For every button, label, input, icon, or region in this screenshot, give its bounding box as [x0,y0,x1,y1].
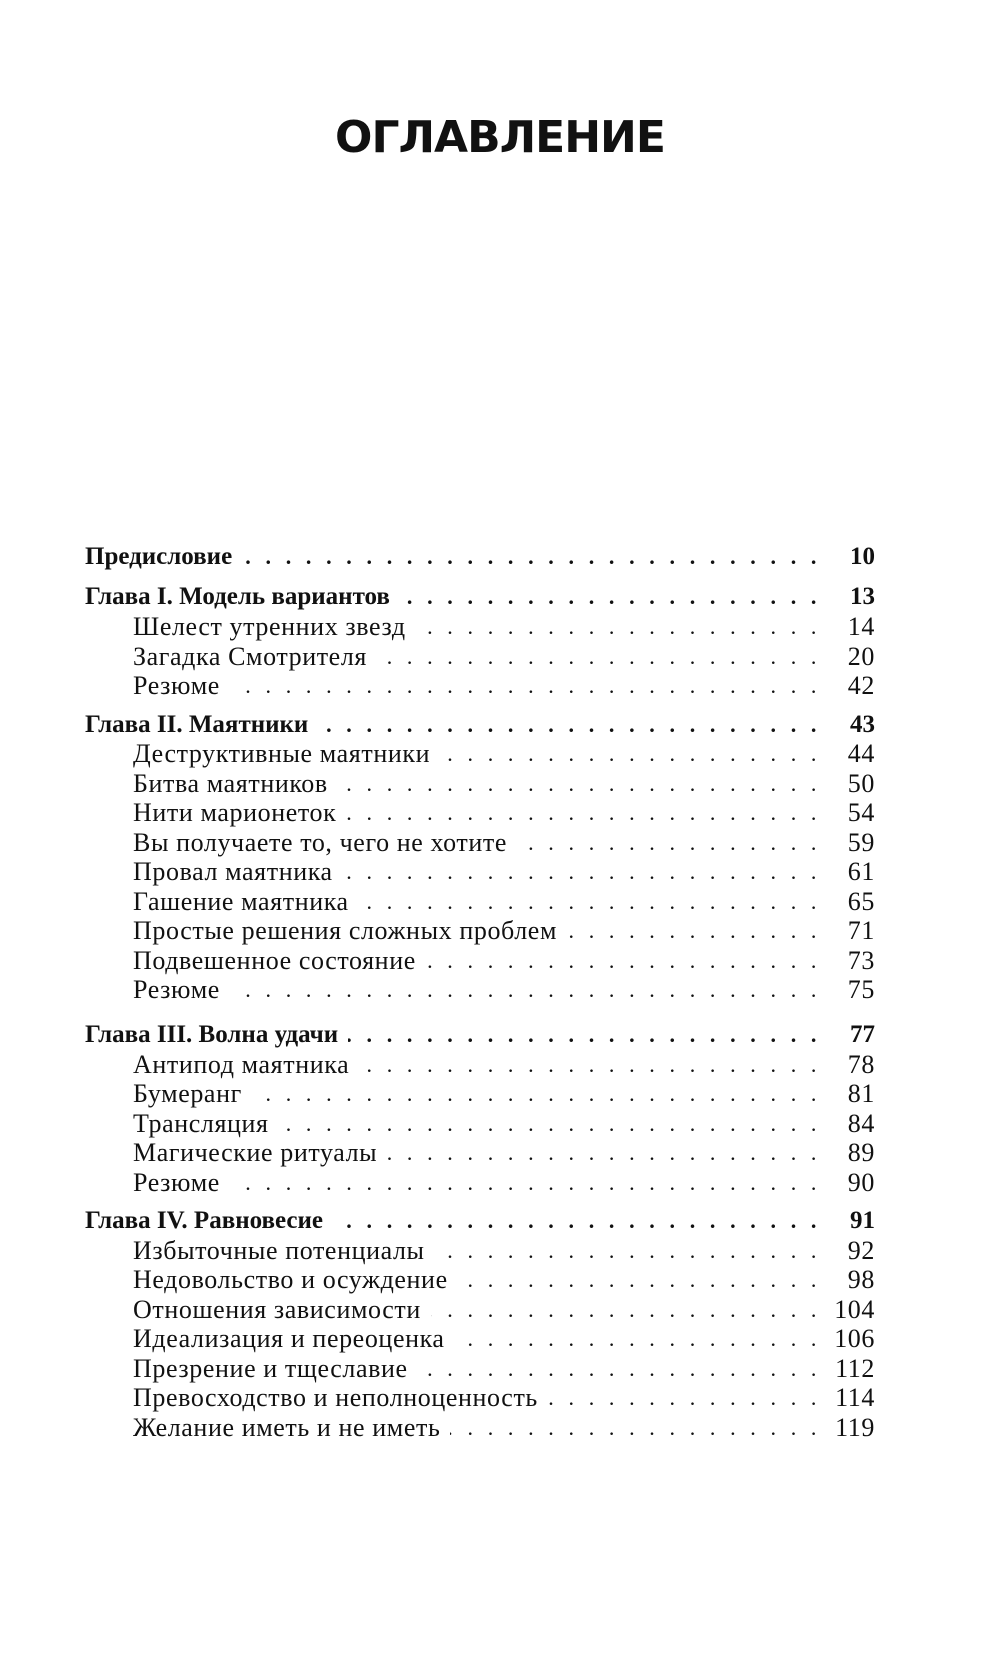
toc-entry-title: Идеализация и переоценка [133,1324,455,1354]
toc-entry-title: Провал маятника [133,857,343,887]
toc-section-entry[interactable] [133,1079,875,1109]
toc-section-entry[interactable] [133,916,875,946]
dot-leader [333,1206,821,1236]
toc-entry-page-number: 61 [847,857,875,886]
dot-leader [348,1020,821,1050]
toc-section-entry[interactable] [133,1354,875,1384]
dot-leader [450,1413,821,1443]
toc-entry-title: Презрение и тщеславие [133,1354,418,1384]
toc-entry-page-number: 90 [847,1168,875,1197]
toc-section-entry[interactable] [133,1168,875,1198]
dot-leader [418,1354,821,1384]
toc-entry-page-number: 10 [850,543,875,570]
toc-entry-title: Простые решения сложных проблем [133,916,567,946]
toc-section-entry[interactable] [133,798,875,828]
dot-leader [567,916,821,946]
toc-section-entry[interactable] [133,828,875,858]
dot-leader [426,946,821,976]
dot-leader [416,612,821,642]
toc-section-entry[interactable] [133,739,875,769]
dot-leader [458,1265,821,1295]
dot-leader [387,1138,821,1168]
toc-entry-page-number: 20 [847,642,875,671]
toc-section-entry[interactable] [133,887,875,917]
toc-entry-title: Резюме [133,1168,230,1198]
dot-leader [318,710,821,740]
toc-entry-title: Глава III. Волна удачи [85,1020,348,1050]
toc-entry-title: Бумеранг [133,1079,252,1109]
toc-entry-title: Деструктивные маятники [133,739,440,769]
toc-section-entry[interactable] [133,642,875,672]
toc-entry-title: Глава I. Модель вариантов [85,582,400,612]
toc-entry-title: Превосходство и неполноценность [133,1383,548,1413]
toc-section-entry[interactable] [133,1324,875,1354]
toc-entry-title: Предисловие [85,542,242,572]
toc-entry-page-number: 14 [847,612,875,641]
dot-leader [400,582,821,612]
dot-leader [440,739,821,769]
dot-leader [279,1109,821,1139]
toc-entry-page-number: 106 [834,1324,875,1353]
toc-section-entry[interactable] [133,1413,875,1443]
dot-leader [346,798,821,828]
toc-chapter-entry[interactable] [85,710,875,740]
toc-entry-page-number: 78 [847,1050,875,1079]
toc-entry-title: Битва маятников [133,769,338,799]
toc-entry-title: Антипод маятника [133,1050,359,1080]
toc-entry-title: Подвешенное состояние [133,946,426,976]
dot-leader [338,769,821,799]
toc-entry-title: Гашение маятника [133,887,359,917]
toc-entry-title: Нити марионеток [133,798,346,828]
toc-section-entry[interactable] [133,1236,875,1266]
dot-leader [252,1079,821,1109]
dot-leader [230,975,821,1005]
toc-entry-page-number: 92 [847,1236,875,1265]
toc-entry-title: Глава IV. Равновесие [85,1206,333,1236]
toc-entry-title: Резюме [133,671,230,701]
toc-entry-page-number: 13 [850,583,875,610]
toc-entry-title: Избыточные потенциалы [133,1236,435,1266]
toc-entry-page-number: 89 [847,1138,875,1167]
toc-section-entry[interactable] [133,671,875,701]
toc-entry-page-number: 43 [850,711,875,738]
toc-entry-title: Магические ритуалы [133,1138,387,1168]
toc-section-entry[interactable] [133,1109,875,1139]
toc-entry-page-number: 73 [847,946,875,975]
dot-leader [548,1383,821,1413]
dot-leader [517,828,821,858]
toc-entry-page-number: 50 [847,769,875,798]
toc-entry-title: Трансляция [133,1109,279,1139]
toc-section-entry[interactable] [133,1050,875,1080]
toc-entry-page-number: 98 [847,1265,875,1294]
dot-leader [359,887,821,917]
toc-section-entry[interactable] [133,857,875,887]
toc-section-entry[interactable] [133,1295,875,1325]
toc-section-entry[interactable] [133,946,875,976]
toc-entry-page-number: 119 [835,1413,875,1442]
toc-entry-page-number: 75 [847,975,875,1004]
toc-entry-page-number: 91 [850,1207,875,1234]
toc-entry-title: Глава II. Маятники [85,710,318,740]
toc-entry-page-number: 71 [847,916,875,945]
toc-section-entry[interactable] [133,1138,875,1168]
dot-leader [359,1050,821,1080]
toc-chapter-entry[interactable] [85,1206,875,1236]
dot-leader [343,857,821,887]
toc-entry-page-number: 65 [847,887,875,916]
toc-entry-page-number: 112 [835,1354,875,1383]
dot-leader [230,671,821,701]
toc-entry-title: Недовольство и осуждение [133,1265,458,1295]
toc-entry-page-number: 84 [847,1109,875,1138]
toc-entry-page-number: 81 [847,1079,875,1108]
toc-entry-page-number: 42 [847,671,875,700]
toc-section-entry[interactable] [133,1383,875,1413]
toc-section-entry[interactable] [133,1265,875,1295]
dot-leader [435,1236,821,1266]
toc-chapter-entry[interactable] [85,1020,875,1050]
toc-entry-title: Вы получаете то, чего не хотите [133,828,517,858]
page-title: ОГЛАВЛЕНИЕ [335,112,665,163]
dot-leader [431,1295,821,1325]
toc-entry-page-number: 104 [834,1295,875,1324]
toc-entry-page-number: 114 [835,1383,875,1412]
toc-section-entry[interactable] [133,612,875,642]
toc-entry-title: Отношения зависимости [133,1295,431,1325]
toc-entry-page-number: 59 [847,828,875,857]
dot-leader [230,1168,821,1198]
dot-leader [377,642,821,672]
toc-chapter-entry[interactable] [85,582,875,612]
toc-entry-page-number: 44 [847,739,875,768]
toc-chapter-entry[interactable] [85,542,875,572]
toc-entry-title: Резюме [133,975,230,1005]
toc-entry-title: Желание иметь и не иметь [133,1413,450,1443]
toc-entry-page-number: 54 [847,798,875,827]
dot-leader [455,1324,821,1354]
toc-entry-title: Загадка Смотрителя [133,642,377,672]
toc-section-entry[interactable] [133,769,875,799]
dot-leader [242,542,821,572]
toc-section-entry[interactable] [133,975,875,1005]
toc-entry-title: Шелест утренних звезд [133,612,416,642]
toc-entry-page-number: 77 [850,1021,875,1048]
